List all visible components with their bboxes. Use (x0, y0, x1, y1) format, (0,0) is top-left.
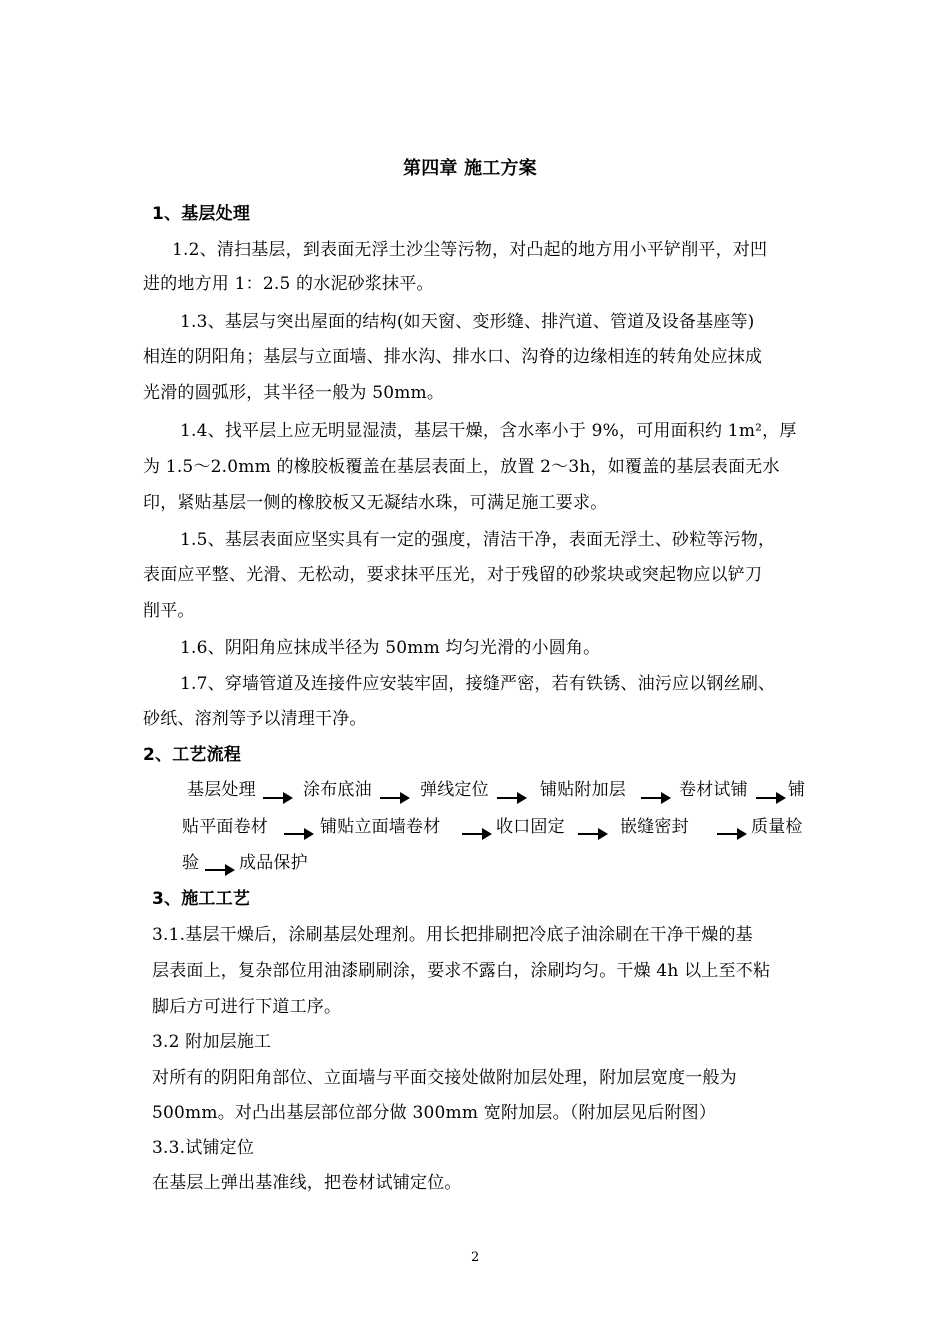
para-1-2-line-1: 1.2、清扫基层，到表面无浮土沙尘等污物，对凸起的地方用小平铲削平，对凹 (172, 240, 768, 260)
para-3-3-title: 3.3.试铺定位 (152, 1138, 255, 1158)
flow-arrow-icon (756, 792, 786, 804)
flow-arrow-icon (263, 792, 293, 804)
para-1-5-line-3: 削平。 (143, 601, 195, 621)
para-1-3-line-2: 相连的阴阳角；基层与立面墙、排水沟、排水口、沟脊的边缘相连的转角处应抹成 (143, 347, 763, 367)
page-number: 2 (471, 1250, 480, 1265)
flow-step: 涂布底油 (303, 780, 372, 800)
flow-arrow-icon (497, 792, 527, 804)
flow-step: 铺贴附加层 (540, 780, 626, 800)
para-3-1-line-1: 3.1.基层干燥后，涂刷基层处理剂。用长把排刷把冷底子油涂刷在干净干燥的基 (152, 925, 753, 945)
chapter-title: 第四章 施工方案 (403, 158, 537, 179)
flow-arrow-icon (205, 864, 235, 876)
para-1-5-line-2: 表面应平整、光滑、无松动，要求抹平压光，对于残留的砂浆块或突起物应以铲刀 (143, 565, 763, 585)
flow-step: 铺贴立面墙卷材 (320, 817, 441, 837)
section-3-heading: 3、施工工艺 (152, 889, 251, 909)
flow-step: 弹线定位 (420, 780, 489, 800)
flow-arrow-icon (462, 828, 492, 840)
flow-arrow-icon (380, 792, 410, 804)
flow-step: 验 (182, 853, 200, 873)
para-3-2-line-1: 对所有的阴阳角部位、立面墙与平面交接处做附加层处理，附加层宽度一般为 (152, 1068, 737, 1088)
flow-arrow-icon (578, 828, 608, 840)
flow-arrow-icon (717, 828, 747, 840)
para-1-7-line-2: 砂纸、溶剂等予以清理干净。 (143, 709, 367, 729)
para-1-4-line-1: 1.4、找平层上应无明显湿渍，基层干燥，含水率小于 9%，可用面积约 1m²，厚 (180, 421, 797, 441)
para-1-5-line-1: 1.5、基层表面应坚实具有一定的强度，清洁干净，表面无浮土、砂粒等污物， (180, 530, 776, 550)
para-3-3-body: 在基层上弹出基准线，把卷材试铺定位。 (152, 1173, 462, 1193)
flow-step: 基层处理 (187, 780, 256, 800)
section-2-heading: 2、工艺流程 (143, 745, 242, 765)
para-3-1-line-3: 脚后方可进行下道工序。 (152, 997, 342, 1017)
flow-step: 质量检 (751, 817, 803, 837)
para-1-4-line-3: 印，紧贴基层一侧的橡胶板又无凝结水珠，可满足施工要求。 (143, 493, 608, 513)
flow-step: 成品保护 (239, 853, 308, 873)
para-1-7-line-1: 1.7、穿墙管道及连接件应安装牢固，接缝严密，若有铁锈、油污应以钢丝刷、 (180, 674, 776, 694)
flow-step: 嵌缝密封 (620, 817, 689, 837)
section-1-heading: 1、基层处理 (152, 204, 251, 224)
para-1-3-line-1: 1.3、基层与突出屋面的结构(如天窗、变形缝、排汽道、管道及设备基座等) (180, 312, 755, 332)
flow-step: 卷材试铺 (679, 780, 748, 800)
flow-step: 贴平面卷材 (182, 817, 268, 837)
flow-step: 收口固定 (496, 817, 565, 837)
flow-arrow-icon (641, 792, 671, 804)
para-3-2-line-2: 500mm。对凸出基层部位部分做 300mm 宽附加层。（附加层见后附图） (152, 1103, 717, 1123)
para-1-4-line-2: 为 1.5～2.0mm 的橡胶板覆盖在基层表面上，放置 2～3h，如覆盖的基层表面无水 (143, 457, 780, 477)
flow-step: 铺 (788, 780, 806, 800)
para-3-2-title: 3.2 附加层施工 (152, 1032, 272, 1052)
flow-arrow-icon (284, 828, 314, 840)
para-1-6: 1.6、阴阳角应抹成半径为 50mm 均匀光滑的小圆角。 (180, 638, 601, 658)
para-1-3-line-3: 光滑的圆弧形，其半径一般为 50mm。 (143, 383, 445, 403)
para-1-2-line-2: 进的地方用 1：2.5 的水泥砂浆抹平。 (143, 274, 434, 294)
para-3-1-line-2: 层表面上，复杂部位用油漆刷刷涂，要求不露白，涂刷均匀。干燥 4h 以上至不粘 (152, 961, 771, 981)
